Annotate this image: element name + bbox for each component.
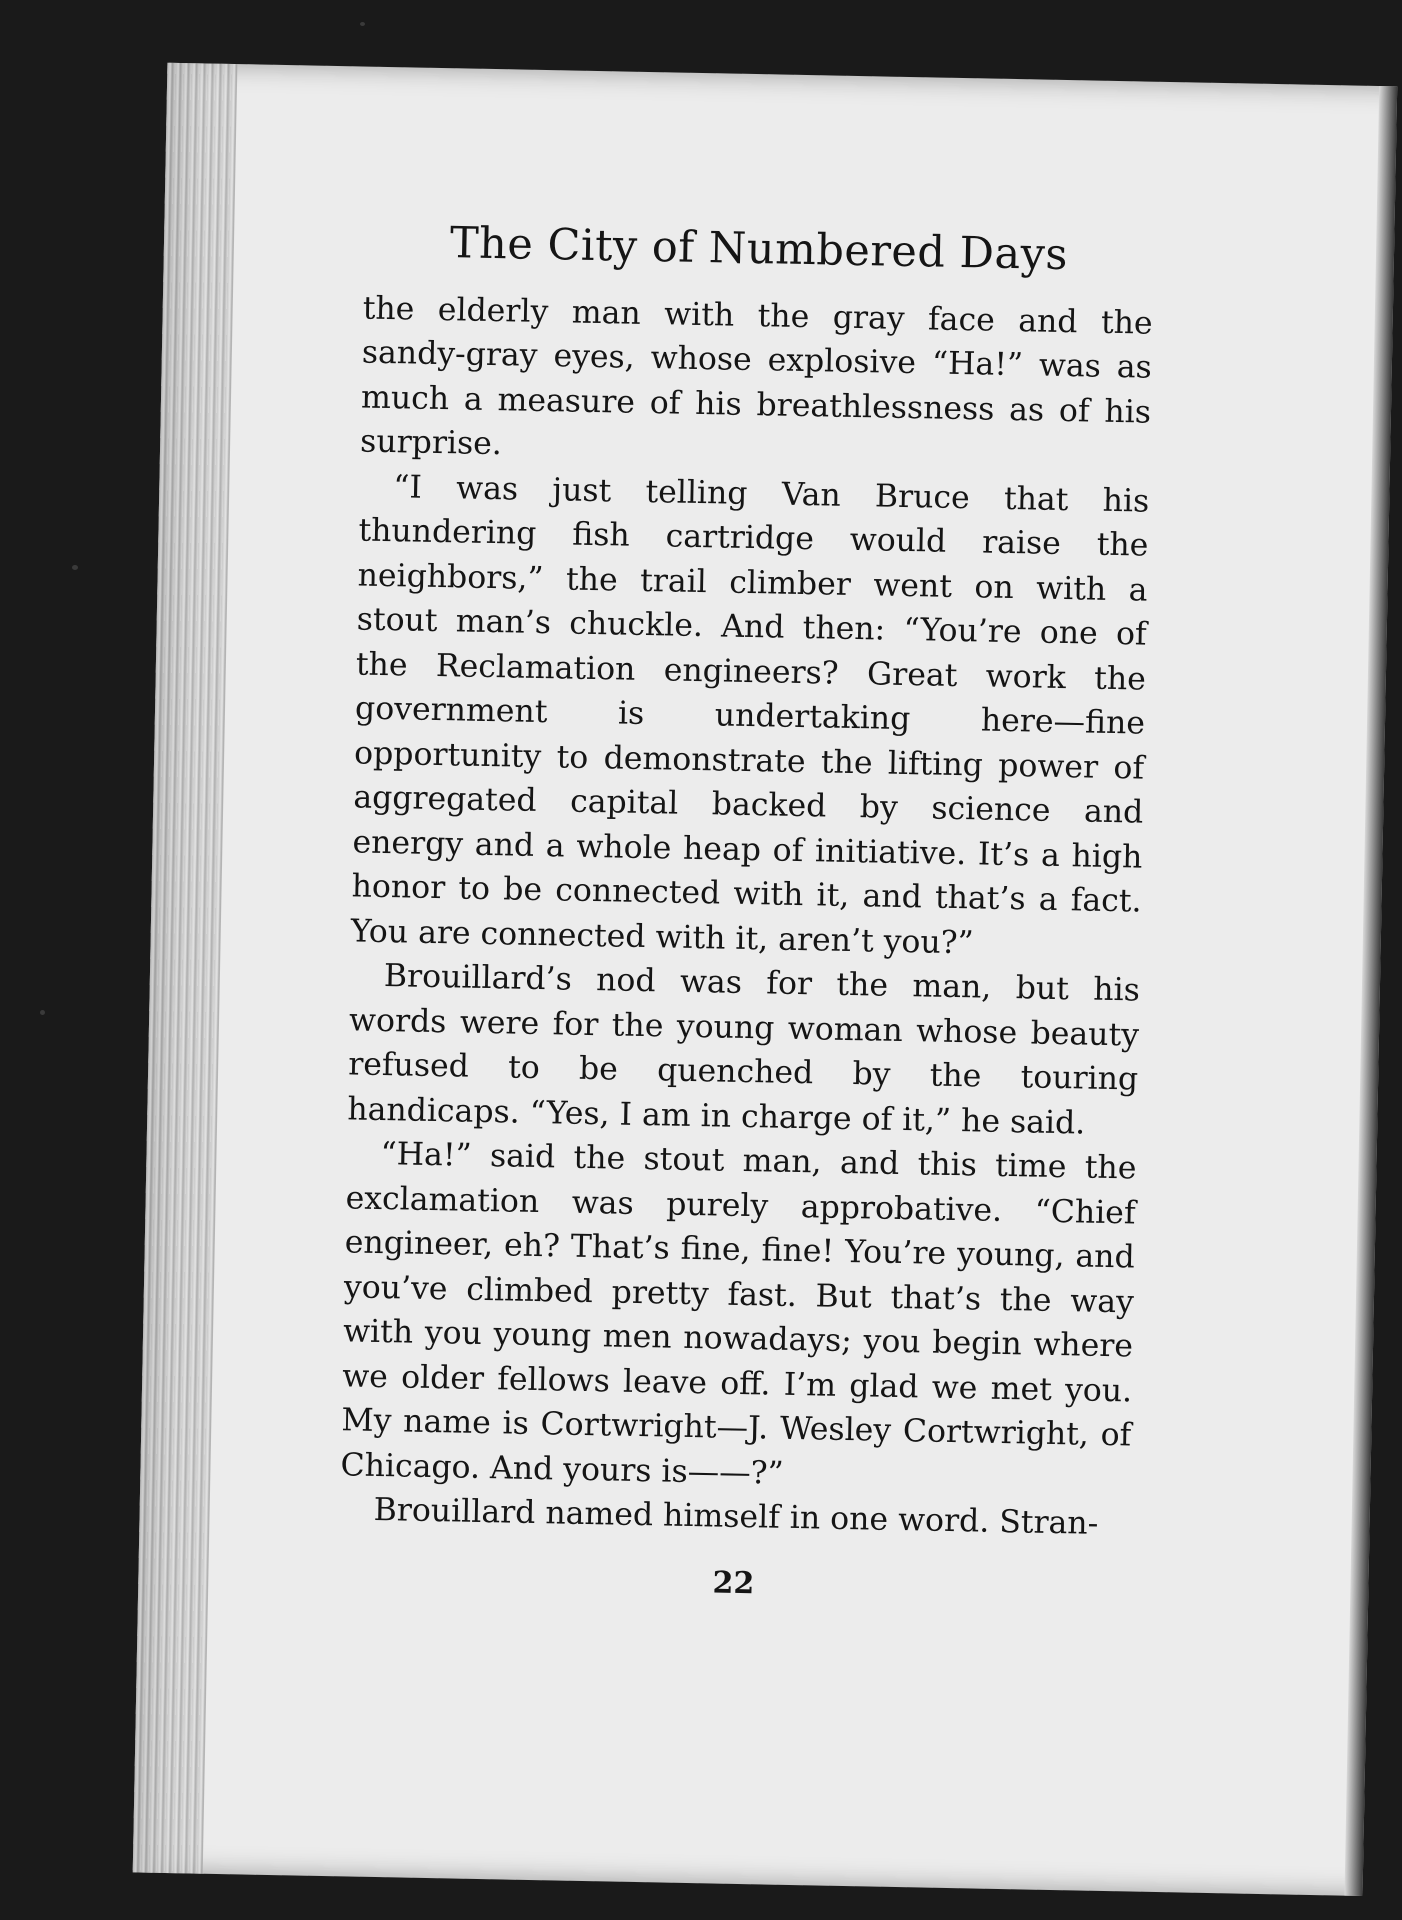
scan-speck — [72, 565, 78, 570]
page-number: 22 — [712, 1565, 755, 1601]
paragraph-3: Brouillard’s nod was for the man, but his words were for the young woman whose beauty refused to be quenched by the touring handicaps. “Yes, I am in charge of it,” he said. — [347, 958, 1141, 1142]
page-right-edge — [1344, 86, 1397, 1896]
page-content — [338, 217, 1154, 1609]
paragraph-5: Brouillard named himself in one word. Stran- — [373, 1492, 1099, 1542]
scan-speck — [40, 1010, 45, 1015]
scan-speck — [360, 22, 365, 26]
book-page — [133, 63, 1398, 1896]
paragraph-4: “Ha!” said the stout man, and this time the exclamation was purely approbative. “Chief engineer, eh? That’s fine, fine! You’re young, and you’ve climbed pretty fast. But that’s the way with you young men nowadays; you begin where we older fellows leave off. I’m glad we met you. My name is Cortwright—J. Wesley Cortwright, of Chicago. And yours is——?” — [340, 1136, 1137, 1492]
running-head: The City of Numbered Days — [449, 218, 1069, 281]
page-gutter — [133, 63, 238, 1874]
paragraph-1: the elderly man with the gray face and the sandy-gray eyes, whose explosive “Ha!” was as much a measure of his breathlessness as of his surprise. — [359, 290, 1153, 463]
paragraph-2: “I was just telling Van Bruce that his thundering fish cartridge would raise the neighbors,” the trail climber went on with a stout man’s chuckle. And then: “You’re one of the Reclamation engineers? Great work the government is undertaking here—fine opportunity to demonstrate the lifting power of aggregated capital backed by science and energy and a whole heap of initiative. It’s a high honor to be connected with it, and that’s a fact. You are connected with it, aren’t you?” — [350, 468, 1150, 961]
